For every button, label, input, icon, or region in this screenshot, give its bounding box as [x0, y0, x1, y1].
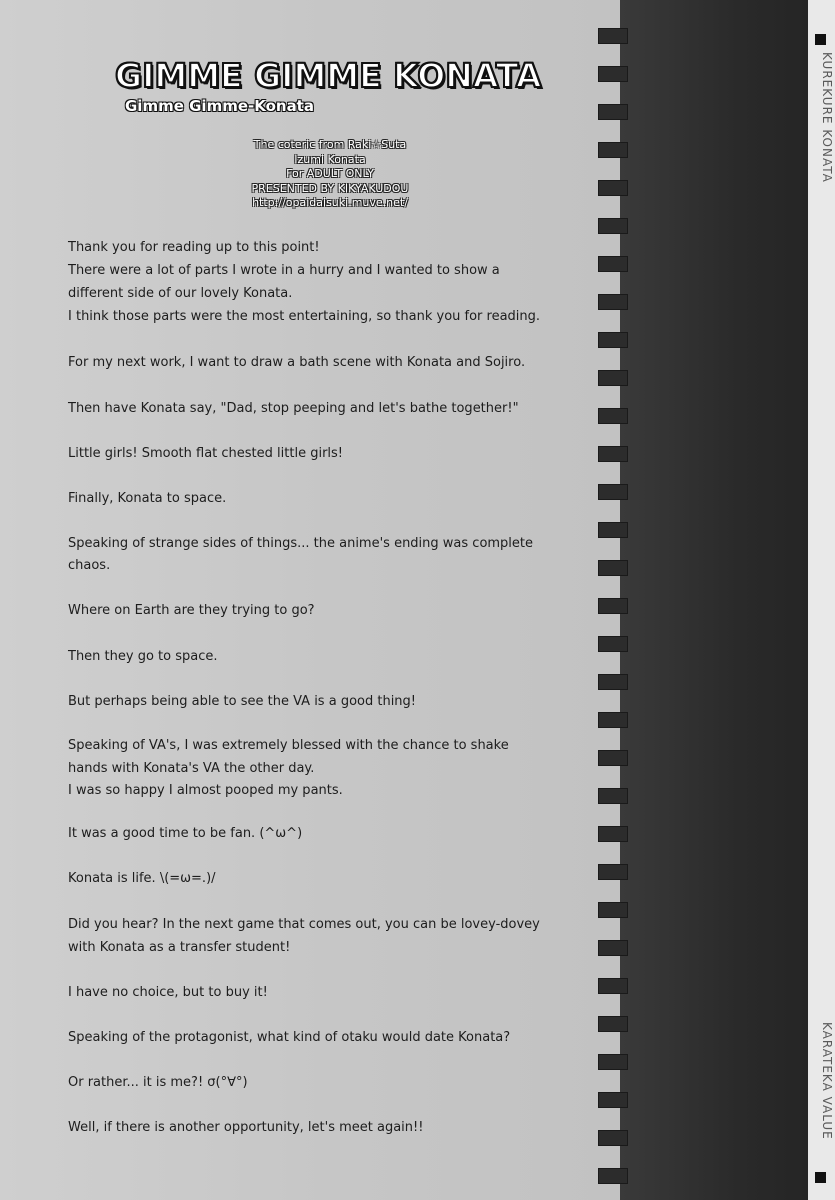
index-tab	[598, 218, 628, 234]
side-square-bottom	[815, 1172, 826, 1183]
index-tabs	[598, 0, 630, 1200]
index-tab	[598, 446, 628, 462]
page-title: GIMME GIMME KONATA	[115, 56, 542, 95]
text-line: Or rather... it is me?! σ(°∀°)	[68, 1075, 248, 1090]
text-line: Where on Earth are they trying to go?	[68, 603, 315, 618]
index-tab	[598, 674, 628, 690]
text-line: Then they go to space.	[68, 649, 218, 664]
text-line: different side of our lovely Konata.	[68, 286, 293, 301]
index-tab	[598, 1168, 628, 1184]
text-line: Speaking of strange sides of things... the anime's ending was complete	[68, 536, 534, 551]
text-line: There were a lot of parts I wrote in a hurry and I wanted to show a	[68, 263, 500, 278]
text-line: It was a good time to be fan. (^ω^)	[68, 826, 303, 841]
index-tab	[598, 788, 628, 804]
index-tab	[598, 826, 628, 842]
index-tab	[598, 1016, 628, 1032]
text-line: But perhaps being able to see the VA is a good thing!	[68, 694, 417, 709]
index-tab	[598, 750, 628, 766]
text-line: I think those parts were the most entertaining, so thank you for reading.	[68, 309, 541, 324]
credit-line: For ADULT ONLY	[286, 167, 374, 180]
text-line: Little girls! Smooth flat chested little girls!	[68, 446, 344, 461]
text-line: Then have Konata say, "Dad, stop peeping and let's bathe together!"	[68, 401, 519, 416]
credit-line: Izumi Konata	[294, 152, 366, 166]
index-tab	[598, 598, 628, 614]
index-tab	[598, 408, 628, 424]
side-label-top: KUREKURE KONATA	[820, 52, 834, 183]
credits	[200, 138, 460, 211]
text-line: I have no choice, but to buy it!	[68, 985, 268, 1000]
index-tab	[598, 712, 628, 728]
text-line: Konata is life. \(=ω=.)/	[68, 871, 216, 886]
text-line: Speaking of the protagonist, what kind of otaku would date Konata?	[68, 1030, 511, 1045]
index-tab	[598, 484, 628, 500]
index-tab	[598, 104, 628, 120]
dark-side-band	[620, 0, 835, 1200]
title-block	[90, 56, 570, 115]
index-tab	[598, 370, 628, 386]
text-line: hands with Konata's VA the other day.	[68, 761, 315, 776]
index-tab	[598, 1054, 628, 1070]
index-tab	[598, 522, 628, 538]
text-line: Finally, Konata to space.	[68, 491, 227, 506]
text-line: For my next work, I want to draw a bath scene with Konata and Sojiro.	[68, 355, 526, 370]
credit-line: PRESENTED BY KIKYAKUDOU	[251, 181, 409, 195]
text-line: with Konata as a transfer student!	[68, 940, 291, 955]
index-tab	[598, 902, 628, 918]
page-subtitle: Gimme Gimme-Konata	[125, 97, 314, 115]
index-tab	[598, 332, 628, 348]
index-tab	[598, 66, 628, 82]
index-tab	[598, 180, 628, 196]
index-tab	[598, 636, 628, 652]
side-label-bottom: KARATEKA VALUE	[820, 1022, 834, 1140]
index-tab	[598, 142, 628, 158]
index-tab	[598, 1092, 628, 1108]
text-line: Speaking of VA's, I was extremely blessed with the chance to shake	[68, 738, 509, 753]
credit-line: The coteric from Raki☆Suta	[253, 138, 407, 151]
index-tab	[598, 940, 628, 956]
index-tab	[598, 978, 628, 994]
index-tab	[598, 256, 628, 272]
index-tab	[598, 294, 628, 310]
index-tab	[598, 28, 628, 44]
text-line: chaos.	[68, 558, 111, 573]
text-line: Thank you for reading up to this point!	[68, 240, 320, 255]
side-square-top	[815, 34, 826, 45]
index-tab	[598, 864, 628, 880]
text-line: Well, if there is another opportunity, let's meet again!!	[68, 1120, 424, 1135]
index-tab	[598, 560, 628, 576]
credit-link: http://opaidaisuki.muve.net/	[252, 196, 408, 209]
text-line: Did you hear? In the next game that comes out, you can be lovey-dovey	[68, 917, 540, 932]
text-line: I was so happy I almost pooped my pants.	[68, 783, 343, 798]
index-tab	[598, 1130, 628, 1146]
